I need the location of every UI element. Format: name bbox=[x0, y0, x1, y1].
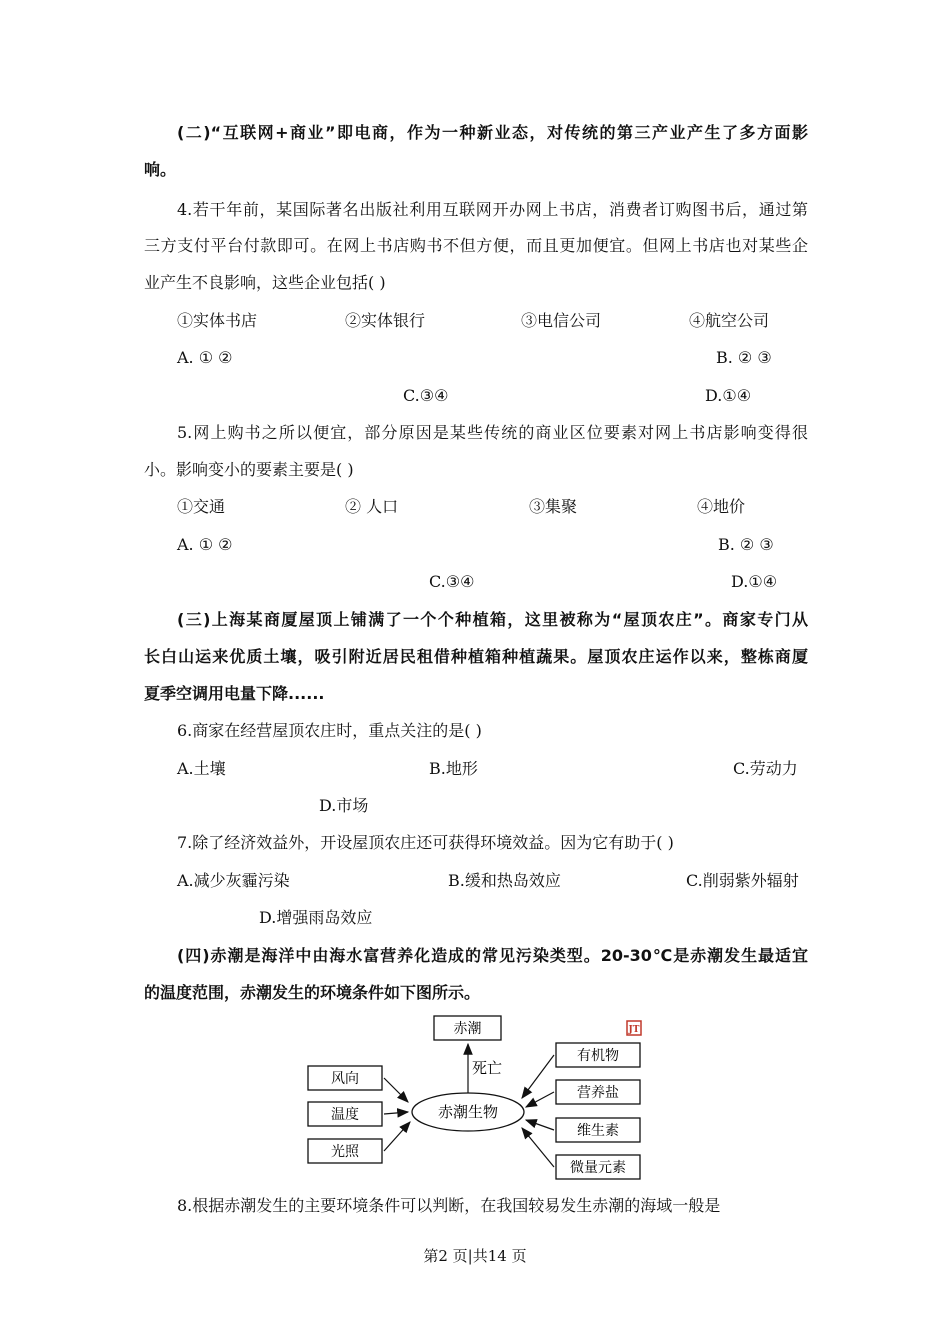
left-factor-light bbox=[308, 1139, 382, 1163]
section-4-intro-line-2: 的温度范围，赤潮发生的环境条件如下图所示。 bbox=[144, 983, 481, 1002]
right-factor-trace-elements-label: 微量元素 bbox=[570, 1160, 626, 1176]
question-5-line-2: 小。影响变小的要素主要是( ) bbox=[144, 460, 354, 479]
question-7-option-a[interactable]: A.减少灰霾污染 bbox=[177, 871, 290, 890]
red-tide-organism-label: 赤潮生物 bbox=[437, 1103, 499, 1121]
question-4-item-1: ①实体书店 bbox=[177, 311, 258, 330]
section-2-intro-line-1: (二)“互联网+商业”即电商，作为一种新业态，对传统的第三产业产生了多方面影 bbox=[177, 123, 808, 142]
arrow-vitamins bbox=[526, 1120, 554, 1130]
question-7-option-b[interactable]: B.缓和热岛效应 bbox=[448, 871, 561, 890]
red-tide-diagram bbox=[300, 1010, 650, 1185]
red-tide-box bbox=[434, 1016, 501, 1040]
question-4-option-b[interactable]: B. ② ③ bbox=[716, 348, 772, 367]
question-6-option-c[interactable]: C.劳动力 bbox=[733, 759, 798, 778]
right-factor-nutrients bbox=[556, 1080, 640, 1104]
arrow-light bbox=[384, 1122, 410, 1151]
stamp-icon bbox=[627, 1021, 641, 1035]
svg-text:JT: JT bbox=[628, 1025, 640, 1035]
question-5-item-3: ③集聚 bbox=[529, 497, 578, 516]
section-3-intro-line-1: (三)上海某商厦屋顶上铺满了一个个种植箱，这里被称为“屋顶农庄”。商家专门从 bbox=[177, 610, 808, 629]
left-factor-light-label: 光照 bbox=[331, 1144, 359, 1160]
question-5-item-4: ④地价 bbox=[697, 497, 746, 516]
question-5-line-1: 5.网上购书之所以便宜，部分原因是某些传统的商业区位要素对网上书店影响变得很 bbox=[177, 423, 808, 442]
right-factor-vitamins-label: 维生素 bbox=[577, 1123, 619, 1139]
question-4-item-4: ④航空公司 bbox=[689, 311, 770, 330]
arrow-wind bbox=[384, 1078, 408, 1102]
section-3-intro-line-3: 夏季空调用电量下降...... bbox=[144, 684, 325, 703]
question-6-option-b[interactable]: B.地形 bbox=[429, 759, 478, 778]
question-5-option-c[interactable]: C.③④ bbox=[429, 572, 475, 591]
question-6-option-a[interactable]: A.土壤 bbox=[177, 759, 226, 778]
question-5-option-d[interactable]: D.①④ bbox=[731, 572, 778, 591]
question-4-line-2: 三方支付平台付款即可。在网上书店购书不但方便，而且更加便宜。但网上书店也对某些企 bbox=[144, 236, 808, 255]
question-6-line-1: 6.商家在经营屋顶农庄时，重点关注的是( ) bbox=[177, 721, 482, 740]
question-7-option-c[interactable]: C.削弱紫外辐射 bbox=[686, 871, 799, 890]
question-4-option-d[interactable]: D.①④ bbox=[705, 386, 752, 405]
question-6-option-d[interactable]: D.市场 bbox=[319, 796, 369, 815]
page-footer: 第2 页|共14 页 bbox=[423, 1247, 527, 1265]
question-4-line-3: 业产生不良影响，这些企业包括( ) bbox=[144, 273, 386, 292]
death-label: 死亡 bbox=[472, 1059, 503, 1077]
arrow-nutrients bbox=[526, 1092, 554, 1107]
arrow-trace-elements bbox=[522, 1128, 554, 1167]
question-4-item-2: ②实体银行 bbox=[345, 311, 426, 330]
right-factor-organic bbox=[556, 1043, 640, 1067]
question-4-option-a[interactable]: A. ① ② bbox=[177, 348, 233, 367]
question-5-option-b[interactable]: B. ② ③ bbox=[718, 535, 774, 554]
question-4-option-c[interactable]: C.③④ bbox=[403, 386, 449, 405]
arrow-temperature bbox=[384, 1112, 408, 1114]
right-factor-vitamins bbox=[556, 1118, 640, 1142]
section-2-intro-line-2: 响。 bbox=[144, 160, 177, 179]
question-8-line-1: 8.根据赤潮发生的主要环境条件可以判断，在我国较易发生赤潮的海域一般是 bbox=[177, 1196, 721, 1215]
question-7-option-d[interactable]: D.增强雨岛效应 bbox=[259, 908, 373, 927]
arrow-organic bbox=[522, 1055, 554, 1098]
left-factor-wind-label: 风向 bbox=[331, 1071, 359, 1087]
left-factor-wind bbox=[308, 1066, 382, 1090]
red-tide-organism-node bbox=[412, 1093, 524, 1131]
question-4-item-3: ③电信公司 bbox=[521, 311, 602, 330]
right-factor-organic-label: 有机物 bbox=[577, 1048, 619, 1064]
section-4-intro-line-1: (四)赤潮是海洋中由海水富营养化造成的常见污染类型。20-30℃是赤潮发生最适宜 bbox=[177, 946, 808, 965]
right-factor-nutrients-label: 营养盐 bbox=[577, 1085, 619, 1101]
left-factor-temperature-label: 温度 bbox=[331, 1107, 359, 1123]
question-5-item-1: ①交通 bbox=[177, 497, 226, 516]
question-5-option-a[interactable]: A. ① ② bbox=[177, 535, 233, 554]
right-factor-trace-elements bbox=[556, 1155, 640, 1179]
question-4-line-1: 4.若干年前，某国际著名出版社利用互联网开办网上书店，消费者订购图书后，通过第 bbox=[177, 200, 808, 219]
question-7-line-1: 7.除了经济效益外，开设屋顶农庄还可获得环境效益。因为它有助于( ) bbox=[177, 833, 674, 852]
red-tide-label: 赤潮 bbox=[453, 1021, 482, 1037]
section-3-intro-line-2: 长白山运来优质土壤，吸引附近居民租借种植箱种植蔬果。屋顶农庄运作以来，整栋商厦 bbox=[144, 647, 808, 666]
left-factor-temperature bbox=[308, 1102, 382, 1126]
question-5-item-2: ② 人口 bbox=[345, 497, 399, 516]
